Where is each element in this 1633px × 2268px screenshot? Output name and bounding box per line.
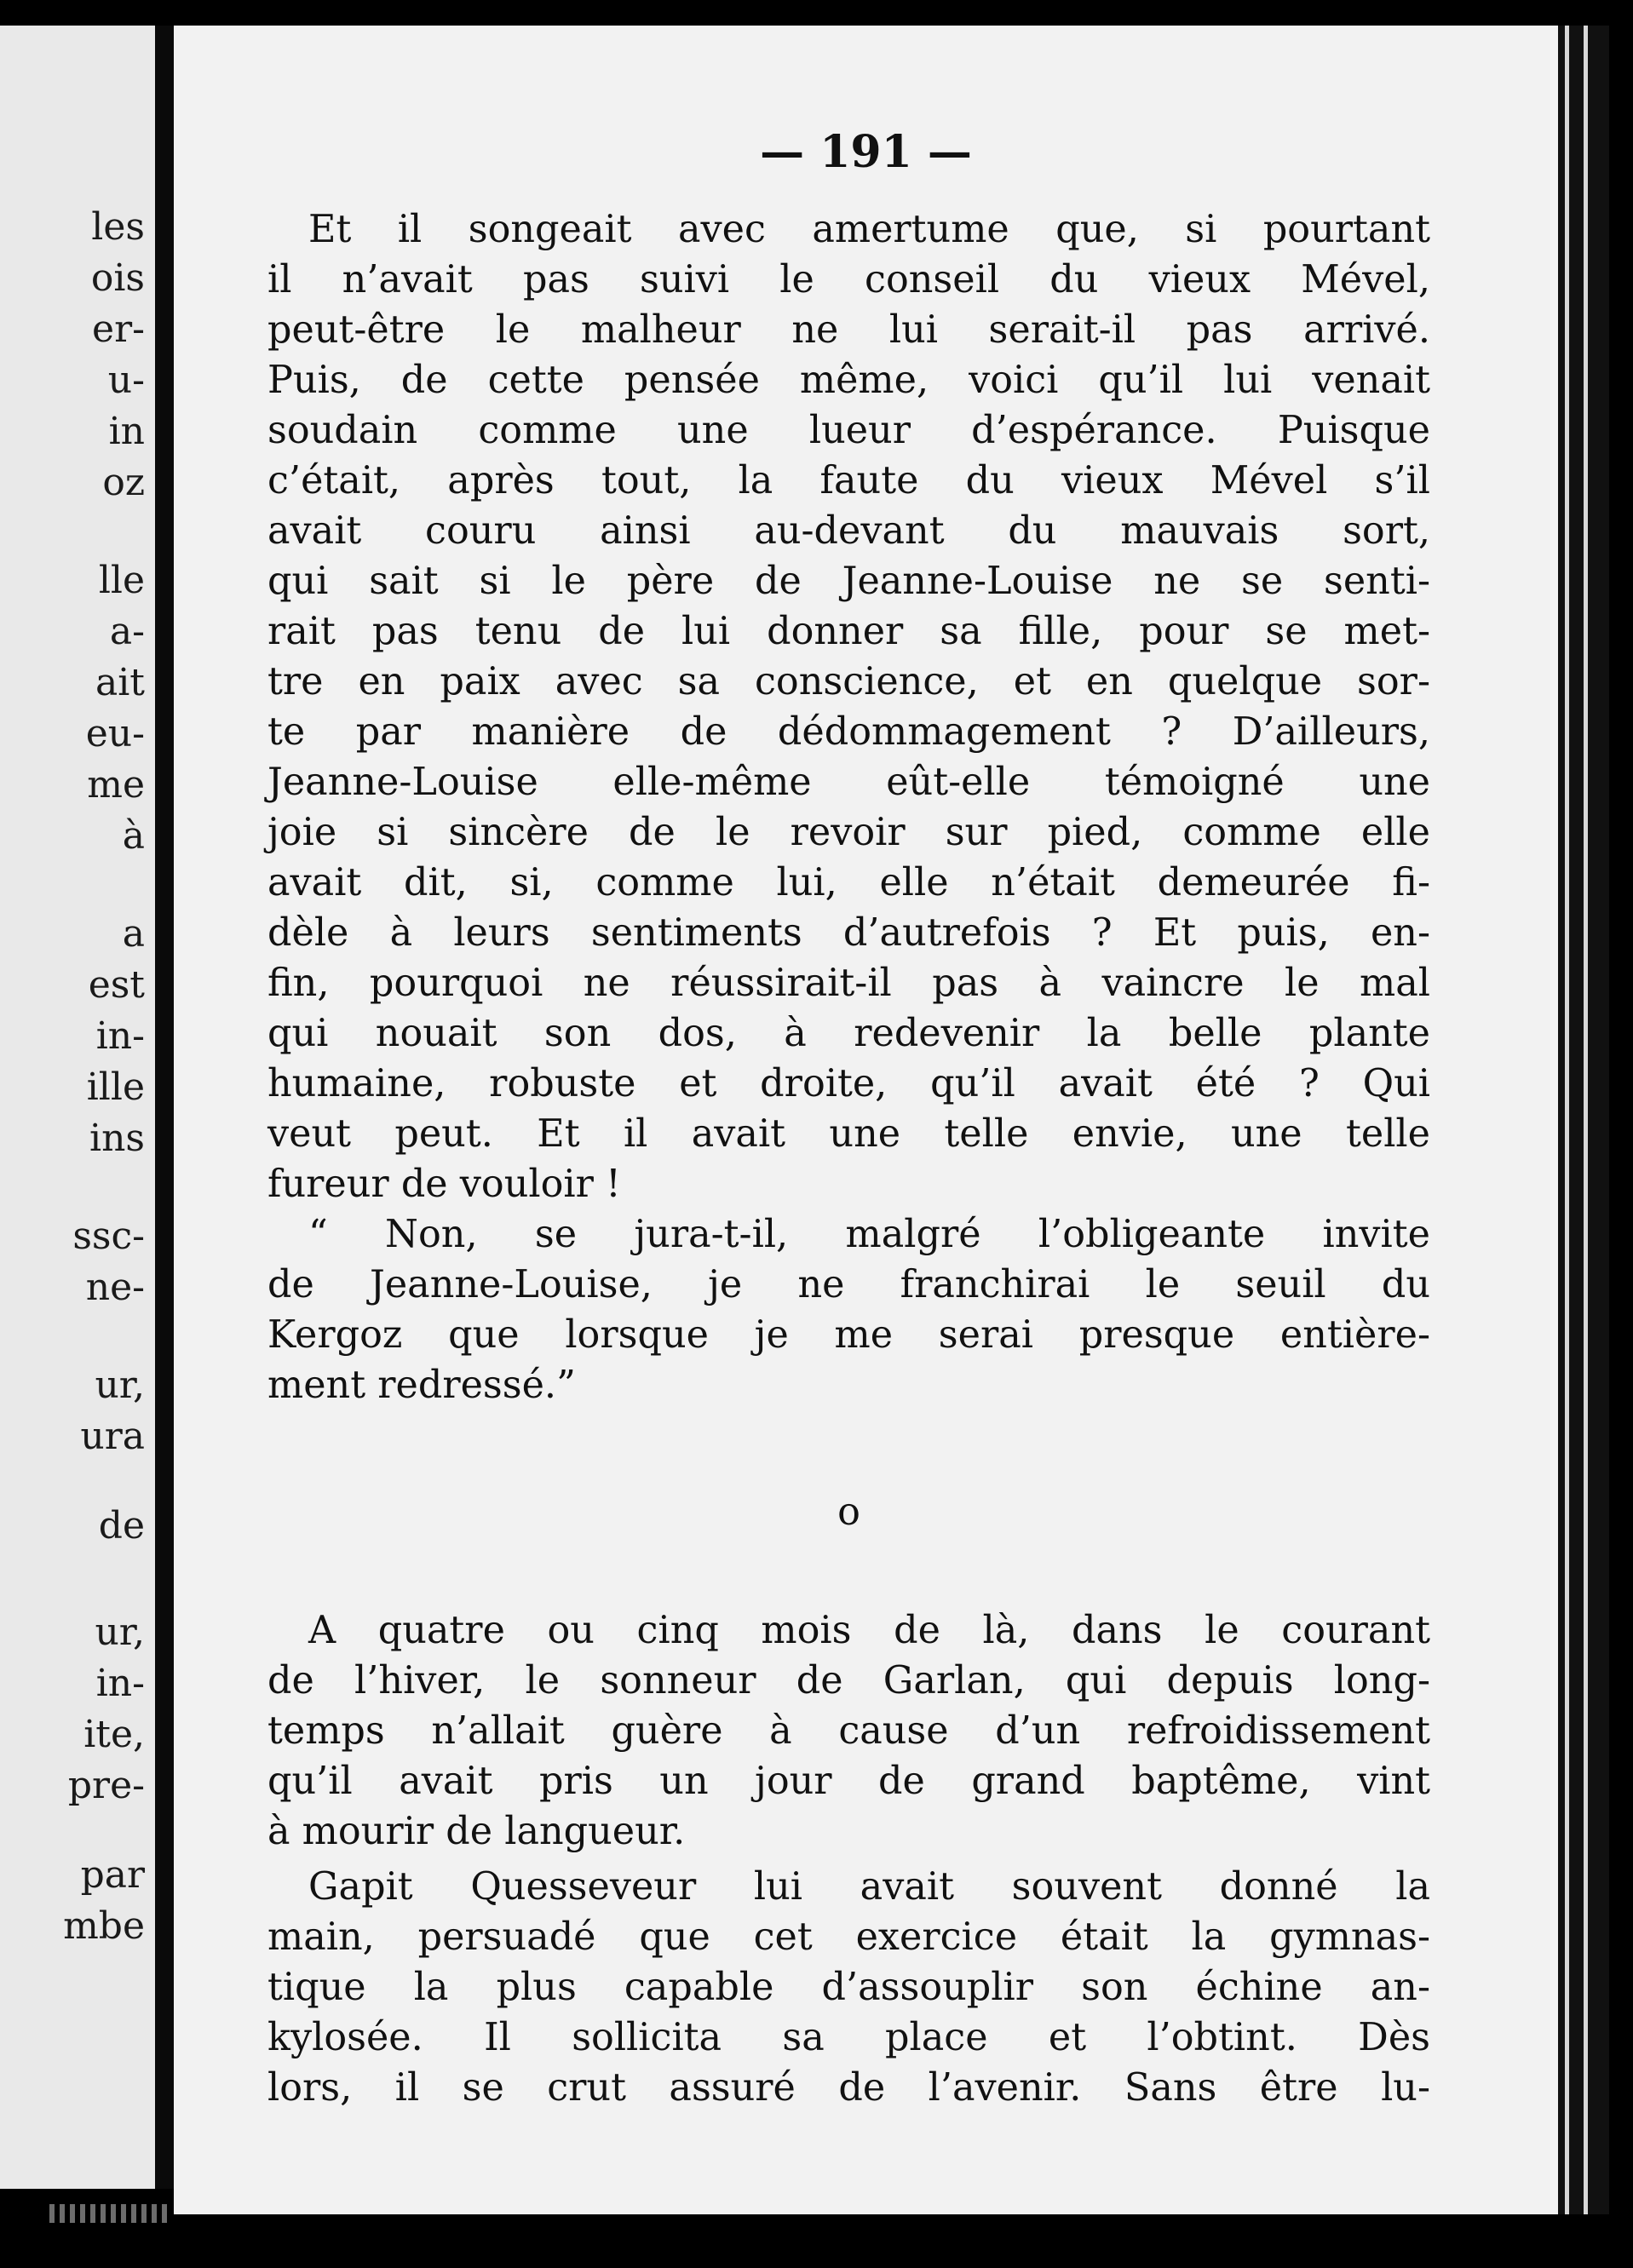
text-line: soudain comme une lueur d’espérance. Puisque bbox=[267, 409, 1430, 452]
page-edge-stripe bbox=[1565, 26, 1569, 2214]
text-line: Kergoz que lorsque je me serai presque entière- bbox=[267, 1313, 1430, 1357]
scan-edge-marks bbox=[49, 2204, 169, 2223]
text-line: qu’il avait pris un jour de grand baptême, vint bbox=[267, 1760, 1430, 1803]
text-line: avait dit, si, comme lui, elle n’était demeurée fi- bbox=[267, 861, 1430, 904]
text-line: dèle à leurs sentiments d’autrefois ? Et puis, en- bbox=[267, 911, 1430, 955]
left-page-fragment: pre- bbox=[67, 1764, 145, 1807]
left-page-fragment: oz bbox=[102, 461, 145, 504]
text-line: joie si sincère de le revoir sur pied, comme elle bbox=[267, 811, 1430, 854]
left-page-fragment: eu- bbox=[85, 712, 145, 755]
text-line: veut peut. Et il avait une telle envie, une telle bbox=[267, 1112, 1430, 1156]
text-line: fin, pourquoi ne réussirait-il pas à vaincre le mal bbox=[267, 962, 1430, 1005]
paragraph bbox=[267, 204, 1430, 1209]
text-line: Gapit Quesseveur lui avait souvent donné la bbox=[308, 1865, 1430, 1909]
text-line: “ Non, se jura-t-il, malgré l’obligeante invite bbox=[308, 1213, 1430, 1256]
text-line: ment redressé.” bbox=[267, 1364, 576, 1407]
left-page-fragment: par bbox=[80, 1853, 145, 1897]
text-line: de l’hiver, le sonneur de Garlan, qui depuis long- bbox=[267, 1659, 1430, 1702]
left-page-fragment: a bbox=[122, 912, 145, 956]
page-number: — 191 — bbox=[760, 126, 972, 178]
left-page-fragment: ura bbox=[80, 1415, 145, 1458]
left-page-edge bbox=[0, 26, 155, 2189]
left-page-fragment: à bbox=[122, 814, 145, 858]
left-page-fragment: ssc- bbox=[72, 1214, 145, 1258]
text-line: fureur de vouloir ! bbox=[267, 1163, 621, 1206]
right-page bbox=[174, 26, 1558, 2214]
left-page-fragment: ait bbox=[95, 661, 145, 704]
left-page-fragment: de bbox=[98, 1504, 145, 1547]
left-page-fragment: in- bbox=[95, 1014, 145, 1058]
left-page-fragment: ois bbox=[90, 256, 145, 300]
text-line: avait couru ainsi au-devant du mauvais sort, bbox=[267, 509, 1430, 553]
left-page-fragment: ur, bbox=[95, 1364, 145, 1407]
left-page-fragment: lle bbox=[98, 559, 145, 602]
paragraph bbox=[267, 1605, 1430, 1857]
page-edge-stripe bbox=[1584, 26, 1588, 2214]
text-line: rait pas tenu de lui donner sa fille, pour se met- bbox=[267, 610, 1430, 653]
text-line: qui sait si le père de Jeanne-Louise ne se senti- bbox=[267, 560, 1430, 603]
left-page-fragment: est bbox=[88, 963, 145, 1007]
left-page-fragment: er- bbox=[92, 307, 145, 351]
left-page-fragment: u- bbox=[107, 359, 145, 402]
left-page-fragment: mbe bbox=[63, 1904, 145, 1948]
text-line: A quatre ou cinq mois de là, dans le courant bbox=[308, 1609, 1430, 1652]
book-gutter bbox=[155, 26, 174, 2189]
left-page-fragment: a- bbox=[109, 610, 145, 653]
text-line: te par manière de dédommagement ? D’ailleurs, bbox=[267, 710, 1430, 754]
text-line: Jeanne-Louise elle-même eût-elle témoigné une bbox=[267, 761, 1430, 804]
text-line: kylosée. Il sollicita sa place et l’obtint. Dès bbox=[267, 2016, 1430, 2059]
text-line: tre en paix avec sa conscience, et en quelque sor- bbox=[267, 660, 1430, 703]
text-line: Puis, de cette pensée même, voici qu’il lui venait bbox=[267, 359, 1430, 402]
left-page-fragment: ne- bbox=[85, 1266, 145, 1309]
text-line: main, persuadé que cet exercice était la gymnas- bbox=[267, 1915, 1430, 1959]
text-line: qui nouait son dos, à redevenir la belle plante bbox=[267, 1012, 1430, 1055]
text-line: peut-être le malheur ne lui serait-il pas arrivé. bbox=[267, 308, 1430, 352]
section-separator: o bbox=[837, 1490, 860, 1534]
left-page-fragment: les bbox=[91, 205, 145, 249]
left-page-fragment: in bbox=[108, 410, 145, 453]
left-page-fragment: ille bbox=[86, 1065, 145, 1109]
paragraph bbox=[267, 1862, 1430, 2113]
text-line: humaine, robuste et droite, qu’il avait été ? Qui bbox=[267, 1062, 1430, 1105]
left-page-fragment: me bbox=[87, 763, 145, 807]
body-text bbox=[267, 204, 1430, 2113]
text-line: c’était, après tout, la faute du vieux Mével s’il bbox=[267, 459, 1430, 502]
text-line: à mourir de langueur. bbox=[267, 1810, 686, 1853]
left-page-fragment: ins bbox=[89, 1117, 145, 1160]
left-page-fragment: ite, bbox=[83, 1713, 145, 1756]
right-page-edge bbox=[1558, 26, 1609, 2214]
text-line: temps n’allait guère à cause d’un refroidissement bbox=[267, 1709, 1430, 1753]
text-line: de Jeanne-Louise, je ne franchirai le seuil du bbox=[267, 1263, 1430, 1306]
left-page-fragment: in- bbox=[95, 1662, 145, 1705]
text-line: lors, il se crut assuré de l’avenir. Sans être lu- bbox=[267, 2066, 1430, 2110]
left-page-fragment: ur, bbox=[95, 1611, 145, 1654]
text-line: il n’avait pas suivi le conseil du vieux Mével, bbox=[267, 258, 1430, 301]
text-line: tique la plus capable d’assouplir son échine an- bbox=[267, 1966, 1430, 2009]
text-line: Et il songeait avec amertume que, si pourtant bbox=[308, 208, 1430, 251]
paragraph bbox=[267, 1209, 1430, 1410]
